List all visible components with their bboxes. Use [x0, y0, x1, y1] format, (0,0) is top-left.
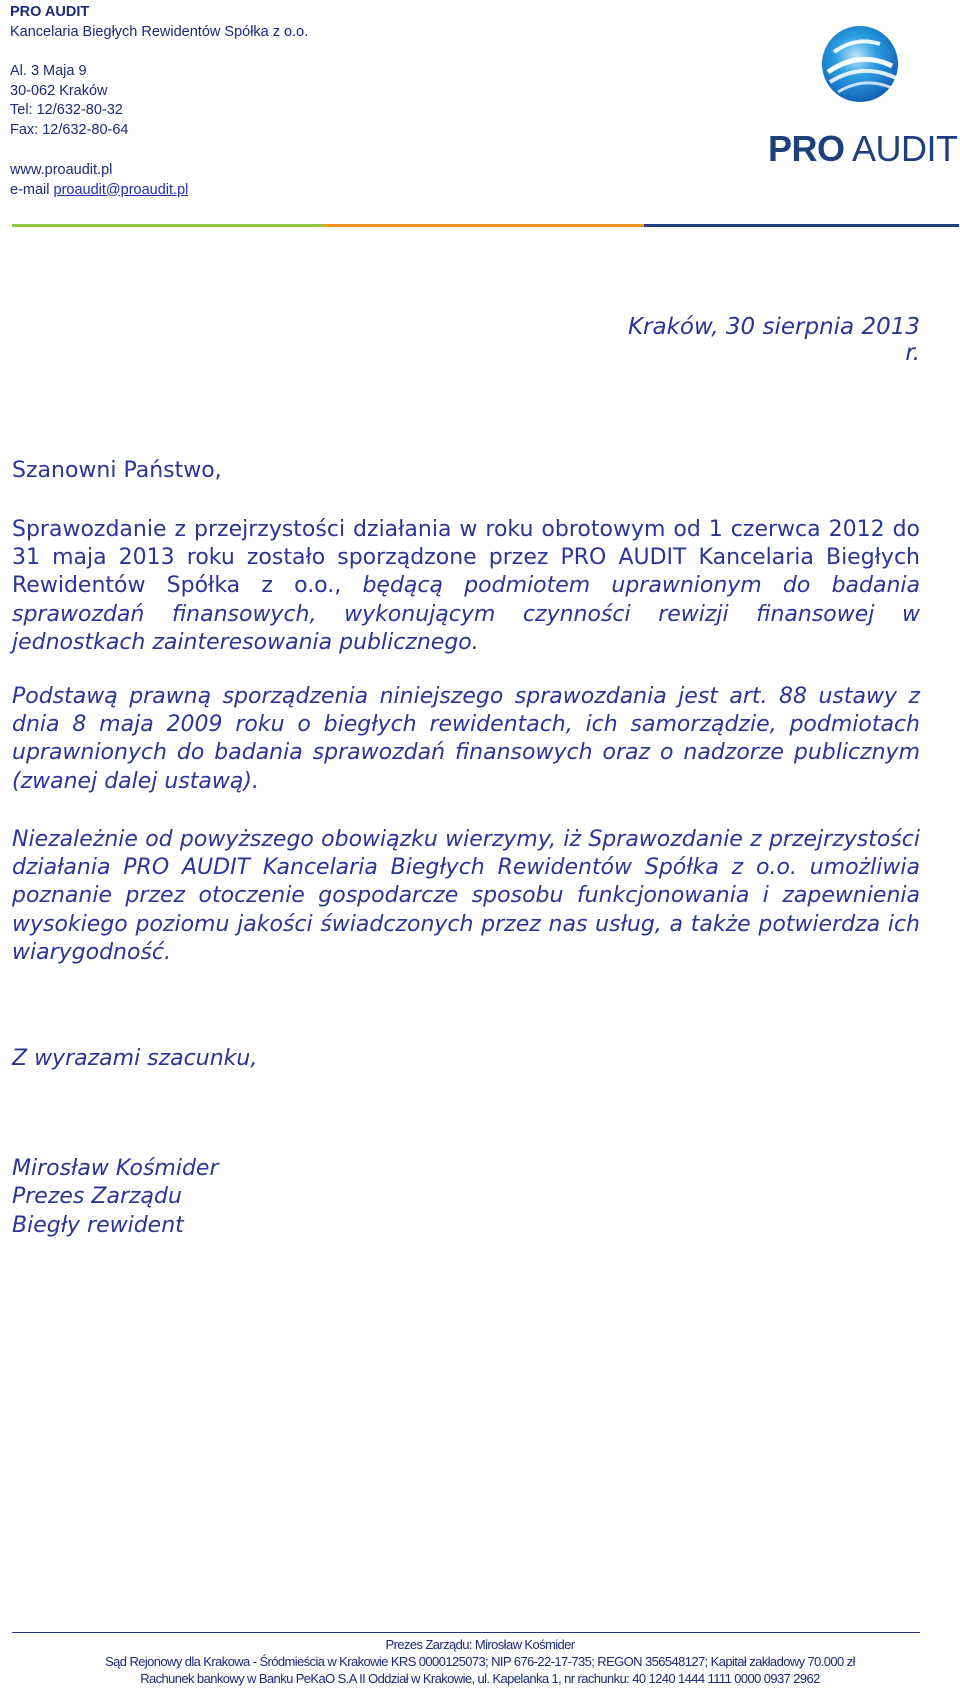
email-row [10, 181, 188, 201]
logo-text-bold: PRO [768, 128, 845, 169]
paragraph-1 [12, 516, 920, 657]
fax-number: Fax: 12/632-80-64 [10, 122, 129, 139]
contact-block [10, 62, 188, 200]
company-short-name: PRO AUDIT [10, 4, 90, 20]
website-text: www.proaudit.pl [10, 161, 113, 178]
paragraph-1-regular: Sprawozdanie z przejrzystości działania w roku obrotowym od 1 czerwca 2012 do 31 maja 2013 roku zostało sporządzone przez PRO AUDIT Kancelaria Biegłych Rewidentów Spółka z o.o., [12, 517, 920, 599]
address-city: 30-062 Kraków [10, 82, 108, 99]
letter-closing: Z wyrazami szacunku, [12, 1046, 258, 1071]
phone-number: Tel: 12/632-80-32 [10, 102, 123, 119]
letter-greeting: Szanowni Państwo, [12, 458, 222, 483]
signatory-role-1: Prezes Zarządu [12, 1184, 182, 1210]
signature-block [12, 1155, 219, 1240]
paragraph-2: Podstawą prawną sporządzenia niniejszego sprawozdania jest art. 88 ustawy z dnia 8 maja 2009 roku o biegłych rewidentach, ich samorządzie, podmiotach uprawnionych do badania sprawozdań finansowych oraz o nadzorze publicznym (zwanej dalej ustawą). [12, 684, 920, 794]
paragraph-3: Niezależnie od powyższego obowiązku wierzymy, iż Sprawozdanie z przejrzystości działania PRO AUDIT Kancelaria Biegłych Rewidentów Spółka z o.o. umożliwia poznanie przez otoczenie gospodarcze sposobu funkcjonowania i zapewnienia wysokiego poziomu jakości świadczonych przez nas usług, a także potwierdza ich wiarygodność. [12, 827, 920, 965]
header-rule-orange [324, 224, 644, 227]
header-rule-green [12, 224, 324, 227]
signatory-name: Mirosław Kośmider [12, 1156, 219, 1181]
paragraph-1-italic: będącą podmiotem uprawnionym do badania sprawozdań finansowych, wykonującym czynności rewizji finansowej w jednostkach zainteresowania publicznego. [12, 573, 920, 655]
header-rule-blue [644, 224, 959, 227]
email-label: e-mail [10, 181, 54, 198]
logo-text-regular: AUDIT [844, 128, 958, 169]
signatory-role-2: Biegły rewident [12, 1212, 184, 1238]
footer-line-2: Sąd Rejonowy dla Krakowa - Śródmieścia w Krakowie KRS 0000125073; NIP 676-22-17-735; REGON 356548127; Kapitał zakładowy 70.000 zł [105, 1654, 855, 1669]
footer-divider [12, 1632, 920, 1633]
company-header [10, 3, 308, 42]
company-full-name: Kancelaria Biegłych Rewidentów Spółka z o.o. [10, 23, 309, 40]
footer-line-3: Rachunek bankowy w Banku PeKaO S.A II Oddział w Krakowie, ul. Kapelanka 1, nr rachunku: 40 1240 1444 1111 0000 0937 2962 [140, 1671, 820, 1686]
letter-date: Kraków, 30 sierpnia 2013 r. [627, 314, 920, 366]
footer-line-1: Prezes Zarządu: Mirosław Kośmider [385, 1637, 575, 1652]
logo-wordmark [768, 128, 958, 170]
email-link[interactable]: proaudit@proaudit.pl [53, 181, 189, 198]
address-street: Al. 3 Maja 9 [10, 63, 87, 79]
